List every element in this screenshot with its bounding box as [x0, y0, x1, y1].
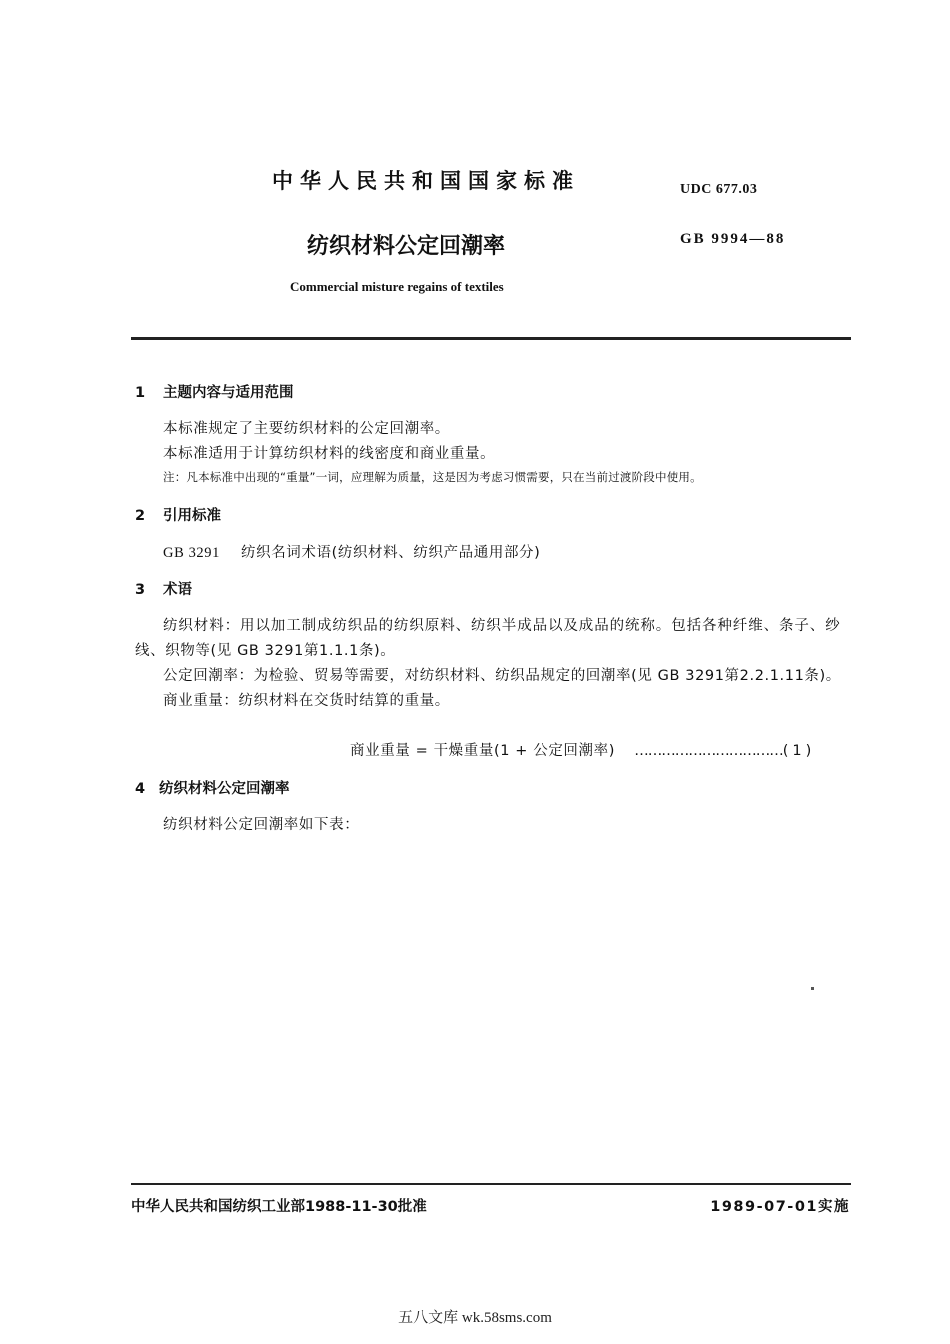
udc-code: UDC 677.03: [680, 182, 758, 197]
formula: [350, 739, 815, 760]
section-2-heading: [135, 504, 221, 525]
paragraph: 本标准适用于计算纺织材料的线密度和商业重量。: [163, 446, 496, 462]
term-textile-material: 纺织材料：用以加工制成纺织品的纺织原料、纺织半成品以及成品的统称。包括各种纤维、条子、纱: [163, 618, 841, 634]
formula-leader: ……………………………: [634, 743, 783, 759]
section-1-heading: [135, 381, 294, 402]
section-number: 1: [135, 385, 146, 401]
english-title: Commercial misture regains of textiles: [290, 279, 504, 294]
implementation-date: 1989-07-01实施: [710, 1199, 850, 1215]
section-title: 术语: [163, 582, 192, 598]
watermark: 五八文库 wk.58sms.com: [398, 1310, 552, 1326]
paragraph: 纺织材料公定回潮率如下表：: [163, 817, 360, 833]
section-4-heading: [135, 777, 290, 798]
formula-expression: 商业重量 = 干燥重量(1 + 公定回潮率): [350, 743, 615, 759]
term-commercial-weight: 商业重量：纺织材料在交货时结算的重量。: [163, 693, 450, 709]
paragraph: 本标准规定了主要纺织材料的公定回潮率。: [163, 421, 450, 437]
term-commercial-regain: 公定回潮率：为检验、贸易等需要，对纺织材料、纺织品规定的回潮率(见 GB 3291第2.2.1.11条)。: [163, 668, 841, 684]
note: 注：凡本标准中出现的“重量”一词，应理解为质量，这是因为考虑习惯需要，只在当前过渡阶段中使用。: [163, 470, 702, 484]
approval-statement: 中华人民共和国纺织工业部1988-11-30批准: [131, 1199, 427, 1215]
formula-number: (1): [782, 743, 816, 759]
section-number: 4: [135, 781, 146, 797]
section-title: 主题内容与适用范围: [163, 385, 294, 401]
scan-speck: [811, 987, 814, 990]
section-3-heading: [135, 578, 192, 599]
section-title: 引用标准: [163, 508, 221, 524]
standard-number: GB 9994—88: [680, 231, 786, 247]
reference-code: GB 3291: [163, 545, 220, 561]
section-number: 3: [135, 582, 146, 598]
reference-entry: [163, 541, 540, 562]
standard-title: 中华人民共和国国家标准: [272, 169, 580, 193]
footer-rule: [131, 1183, 851, 1185]
term-textile-material-cont: 线、织物等(见 GB 3291第1.1.1条)。: [135, 643, 396, 659]
header-rule: [131, 337, 851, 340]
document-title: 纺织材料公定回潮率: [307, 234, 506, 259]
reference-title: 纺织名词术语(纺织材料、纺织产品通用部分): [241, 545, 541, 561]
section-number: 2: [135, 508, 146, 524]
section-title: 纺织材料公定回潮率: [159, 781, 290, 797]
